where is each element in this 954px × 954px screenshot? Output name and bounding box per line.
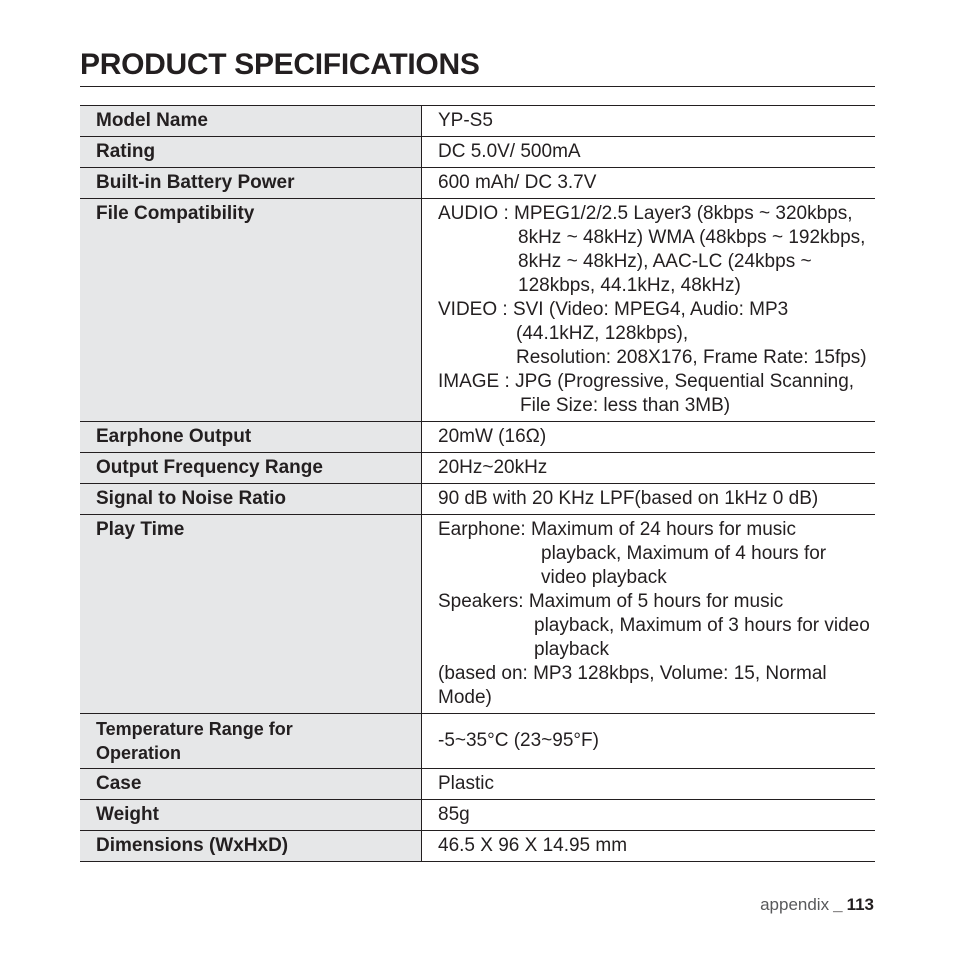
spec-value: YP-S5 [422,106,876,137]
spec-label: Signal to Noise Ratio [80,484,422,515]
table-row [80,769,875,800]
spec-value-line: File Size: less than 3MB) [520,395,731,416]
table-row [80,484,875,515]
page-footer [760,895,874,915]
spec-value-line: playback, Maximum of 3 hours for video [534,615,870,636]
spec-label [80,714,422,769]
spec-label-line: Temperature Range for [96,719,293,739]
spec-value-line: 8kHz ~ 48kHz), AAC-LC (24kbps ~ [518,251,812,272]
spec-label: Earphone Output [80,422,422,453]
spec-value-line: AUDIO : MPEG1/2/2.5 Layer3 (8kbps ~ 320kbps, [438,203,853,224]
spec-value: 20Hz~20kHz [422,453,876,484]
spec-value: 600 mAh/ DC 3.7V [422,168,876,199]
table-row [80,422,875,453]
spec-value: 90 dB with 20 KHz LPF(based on 1kHz 0 dB) [422,484,876,515]
spec-value: 46.5 X 96 X 14.95 mm [422,831,876,862]
footer-separator: _ [833,895,843,914]
spec-value-line: VIDEO : SVI (Video: MPEG4, Audio: MP3 [438,299,789,320]
spec-value-line: (based on: MP3 128kbps, Volume: 15, Normal [438,663,827,684]
spec-value: DC 5.0V/ 500mA [422,137,876,168]
spec-value-line: Earphone: Maximum of 24 hours for music [438,519,796,540]
spec-value-line: video playback [541,567,667,588]
table-row [80,800,875,831]
table-row [80,199,875,422]
specifications-table [80,105,875,862]
spec-value-line: 128kbps, 44.1kHz, 48kHz) [518,275,741,296]
spec-value: 85g [422,800,876,831]
spec-label: Weight [80,800,422,831]
table-row [80,106,875,137]
table-row [80,168,875,199]
page-number: 113 [846,895,874,914]
spec-value-line: Mode) [438,687,492,708]
table-row [80,714,875,769]
spec-value: 20mW (16Ω) [422,422,876,453]
table-row [80,453,875,484]
spec-value: Plastic [422,769,876,800]
spec-label-line: Operation [96,743,182,763]
spec-label: Model Name [80,106,422,137]
spec-label: Built-in Battery Power [80,168,422,199]
spec-value-line: (44.1kHZ, 128kbps), [516,323,689,344]
spec-value-multiline [422,199,876,422]
spec-value-multiline [422,515,876,714]
spec-value-line: Resolution: 208X176, Frame Rate: 15fps) [516,347,867,368]
spec-value-line: playback [534,639,609,660]
footer-section: appendix [760,895,830,914]
spec-value-line: Speakers: Maximum of 5 hours for music [438,591,784,612]
spec-value: -5~35°C (23~95°F) [422,714,876,769]
spec-value-line: playback, Maximum of 4 hours for [541,543,827,564]
title-divider [80,86,875,87]
spec-label: Case [80,769,422,800]
spec-value-line: 8kHz ~ 48kHz) WMA (48kbps ~ 192kbps, [518,227,866,248]
table-row [80,137,875,168]
table-row [80,515,875,714]
spec-label: Rating [80,137,422,168]
spec-value-line: IMAGE : JPG (Progressive, Sequential Scanning, [438,371,855,392]
spec-label: File Compatibility [80,199,422,422]
page-title: PRODUCT SPECIFICATIONS [80,48,480,81]
table-row [80,831,875,862]
spec-label: Play Time [80,515,422,714]
spec-label: Output Frequency Range [80,453,422,484]
spec-label: Dimensions (WxHxD) [80,831,422,862]
